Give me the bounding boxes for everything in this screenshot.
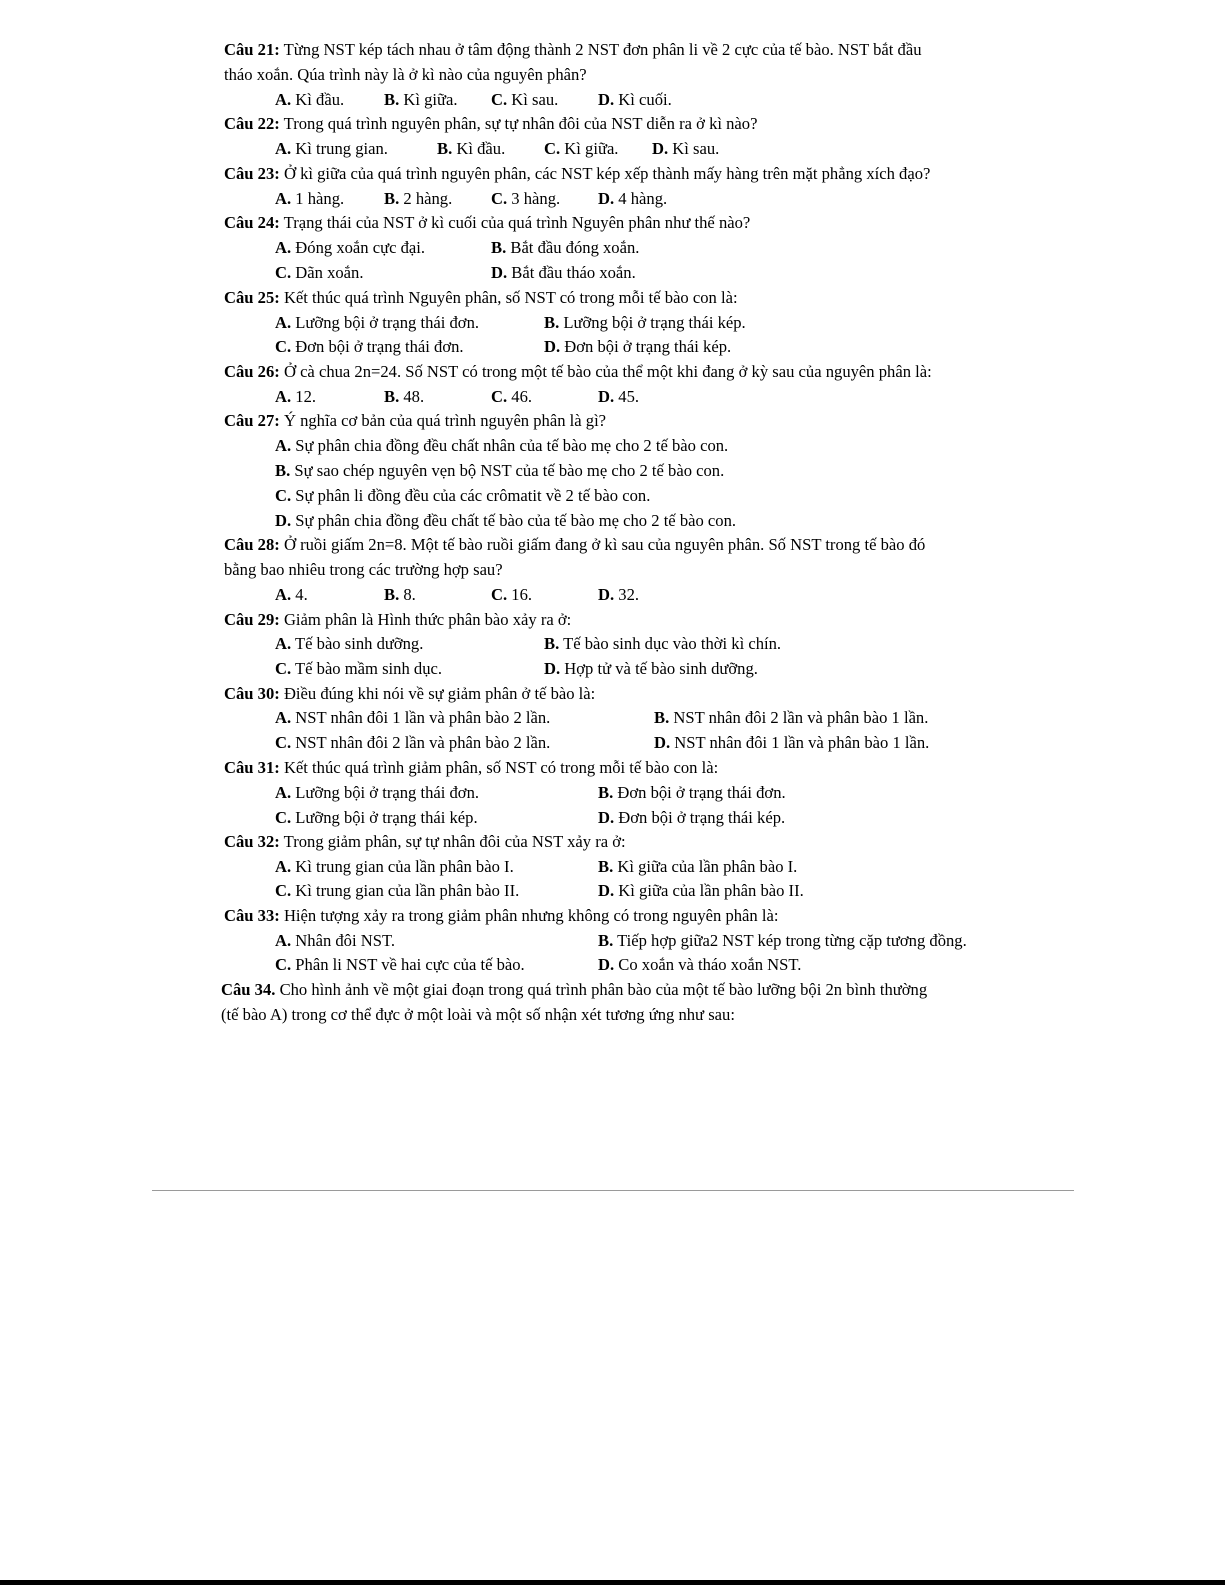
option-d: D. Kì cuối. [598, 90, 672, 109]
option-b: B. Bắt đầu đóng xoắn. [491, 238, 640, 257]
option-c: C. Lưỡng bội ở trạng thái kép. [275, 808, 478, 827]
option-c: C. Tế bào mầm sinh dục. [275, 659, 443, 678]
option-d: D. NST nhân đôi 1 lần và phân bào 1 lần. [654, 733, 930, 752]
option-c: C. 16. [491, 585, 533, 604]
option-a: A. Kì đầu. [275, 90, 345, 109]
option-a: A. Tế bào sinh dưỡng. [275, 634, 424, 653]
option-d: D. Kì sau. [652, 139, 720, 158]
option-c: C. Kì sau. [491, 90, 559, 109]
option-c: C. Kì giữa. [544, 139, 619, 158]
option-b: B. Kì đầu. [437, 139, 506, 158]
option-d: D. Đơn bội ở trạng thái kép. [598, 808, 786, 827]
option-b: B. NST nhân đôi 2 lần và phân bào 1 lần. [654, 708, 929, 727]
option-c: C. NST nhân đôi 2 lần và phân bào 2 lần. [275, 733, 551, 752]
option-d: D. Hợp tử và tế bào sinh dưỡng. [544, 659, 758, 678]
option-a: A. Nhân đôi NST. [275, 931, 396, 950]
bottom-edge-bar [0, 1580, 1225, 1585]
question-27-option-b: B. Sự sao chép nguyên vẹn bộ NST của tế bào mẹ cho 2 tế bào con. [275, 461, 725, 480]
option-c: C. Kì trung gian của lần phân bào II. [275, 881, 520, 900]
option-a: A. 4. [275, 585, 308, 604]
option-d: D. 45. [598, 387, 640, 406]
option-a: A. 12. [275, 387, 317, 406]
question-29: Câu 29: Giảm phân là Hình thức phân bào xảy ra ở: [224, 610, 572, 629]
question-34-continued: (tế bào A) trong cơ thể đực ở một loài và một số nhận xét tương ứng như sau: [221, 1005, 735, 1024]
question-25: Câu 25: Kết thúc quá trình Nguyên phân, số NST có trong mỗi tế bào con là: [224, 288, 738, 307]
option-a: A. NST nhân đôi 1 lần và phân bào 2 lần. [275, 708, 551, 727]
question-33: Câu 33: Hiện tượng xảy ra trong giảm phân nhưng không có trong nguyên phân là: [224, 906, 779, 925]
option-b: B. Lưỡng bội ở trạng thái kép. [544, 313, 746, 332]
option-d: D. Bắt đầu tháo xoắn. [491, 263, 636, 282]
page-divider [152, 1190, 1074, 1191]
option-b: B. Kì giữa. [384, 90, 458, 109]
option-d: D. Kì giữa của lần phân bào II. [598, 881, 804, 900]
option-b: B. 48. [384, 387, 425, 406]
option-c: C. Dãn xoắn. [275, 263, 364, 282]
option-d: D. 4 hàng. [598, 189, 668, 208]
option-d: D. Đơn bội ở trạng thái kép. [544, 337, 732, 356]
option-c: C. Đơn bội ở trạng thái đơn. [275, 337, 464, 356]
question-32: Câu 32: Trong giảm phân, sự tự nhân đôi của NST xảy ra ở: [224, 832, 626, 851]
option-b: B. Tế bào sinh dục vào thời kì chín. [544, 634, 782, 653]
question-22: Câu 22: Trong quá trình nguyên phân, sự tự nhân đôi của NST diễn ra ở kì nào? [224, 114, 758, 133]
option-b: B. 2 hàng. [384, 189, 453, 208]
option-d: D. Co xoắn và tháo xoắn NST. [598, 955, 802, 974]
question-21-continued: tháo xoắn. Qúa trình này là ở kì nào của nguyên phân? [224, 65, 587, 84]
question-23: Câu 23: Ở kì giữa của quá trình nguyên phân, các NST kép xếp thành mấy hàng trên mặt phẳng xích đạo? [224, 164, 931, 183]
question-30: Câu 30: Điều đúng khi nói về sự giảm phân ở tế bào là: [224, 684, 596, 703]
question-27-option-a: A. Sự phân chia đồng đều chất nhân của tế bào mẹ cho 2 tế bào con. [275, 436, 729, 455]
question-27-option-d: D. Sự phân chia đồng đều chất tế bào của tế bào mẹ cho 2 tế bào con. [275, 511, 737, 530]
option-a: A. 1 hàng. [275, 189, 345, 208]
option-a: A. Lưỡng bội ở trạng thái đơn. [275, 313, 480, 332]
question-27-option-c: C. Sự phân li đồng đều của các crômatit về 2 tế bào con. [275, 486, 651, 505]
option-a: A. Đóng xoắn cực đại. [275, 238, 426, 257]
option-a: A. Kì trung gian. [275, 139, 388, 158]
question-27: Câu 27: Ý nghĩa cơ bản của quá trình nguyên phân là gì? [224, 411, 607, 430]
question-24: Câu 24: Trạng thái của NST ở kì cuối của quá trình Nguyên phân như thế nào? [224, 213, 751, 232]
option-c: C. Phân li NST về hai cực của tế bào. [275, 955, 525, 974]
option-d: D. 32. [598, 585, 640, 604]
option-a: A. Kì trung gian của lần phân bào I. [275, 857, 514, 876]
question-26: Câu 26: Ở cà chua 2n=24. Số NST có trong một tế bào của thể một khi đang ở kỳ sau của nguyên phân là: [224, 362, 932, 381]
option-b: B. Tiếp hợp giữa2 NST kép trong từng cặp tương đồng. [598, 931, 967, 950]
question-31: Câu 31: Kết thúc quá trình giảm phân, số NST có trong mỗi tế bào con là: [224, 758, 719, 777]
question-28: Câu 28: Ở ruồi giấm 2n=8. Một tế bào ruồi giấm đang ở kì sau của nguyên phân. Số NST trong tế bào đó [224, 535, 926, 554]
question-21: Câu 21: Từng NST kép tách nhau ở tâm động thành 2 NST đơn phân li về 2 cực của tế bào. NST bắt đầu [224, 40, 922, 59]
option-b: B. Kì giữa của lần phân bào I. [598, 857, 798, 876]
question-28-continued: bằng bao nhiêu trong các trường hợp sau? [224, 560, 503, 579]
question-34: Câu 34. Cho hình ảnh về một giai đoạn trong quá trình phân bào của một tế bào lưỡng bội 2n bình thường [221, 980, 928, 999]
option-c: C. 3 hàng. [491, 189, 561, 208]
option-c: C. 46. [491, 387, 533, 406]
option-b: B. Đơn bội ở trạng thái đơn. [598, 783, 786, 802]
option-b: B. 8. [384, 585, 416, 604]
option-a: A. Lưỡng bội ở trạng thái đơn. [275, 783, 480, 802]
